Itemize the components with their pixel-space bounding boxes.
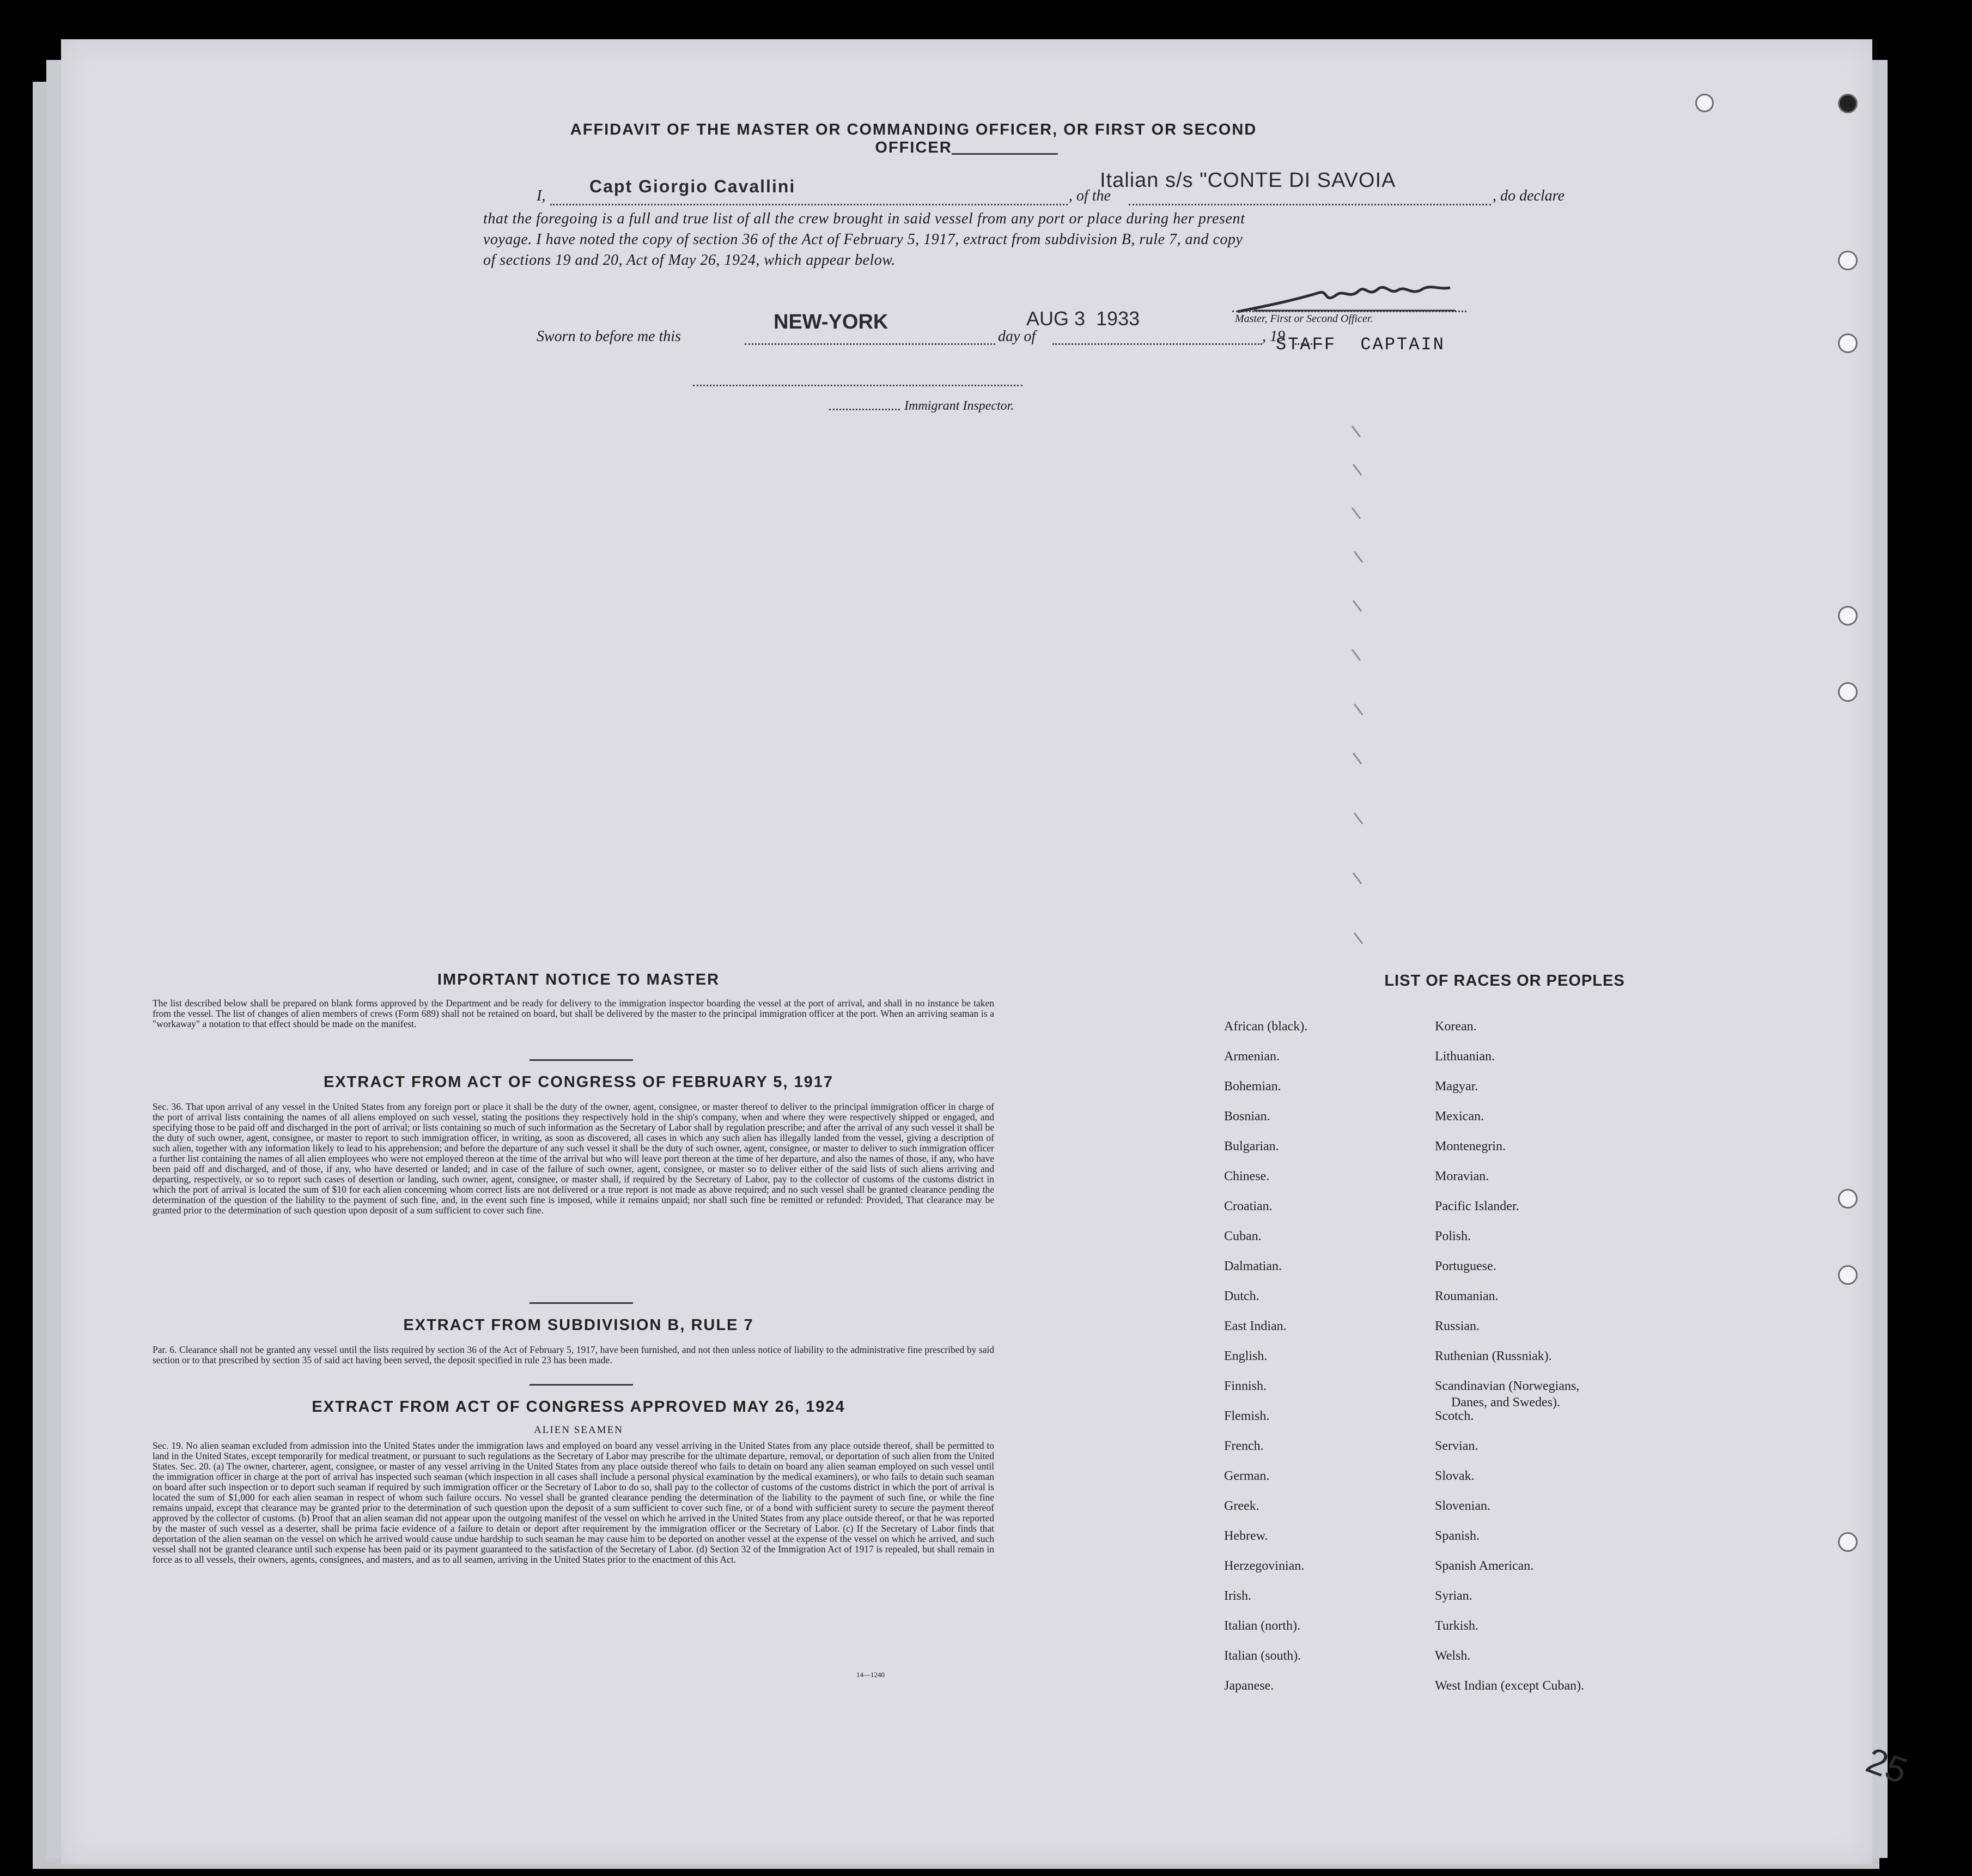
of-the-label: , of the [1069,187,1111,204]
title-divider [952,153,1058,155]
place-blank [745,343,995,345]
date-stamp: AUG 3 1933 [1026,307,1140,330]
sworn-label: Sworn to before me this [537,328,681,345]
race-item: Finnish. [1224,1379,1267,1393]
master-signature-line [1232,311,1466,312]
race-item: Italian (south). [1224,1649,1301,1663]
race-item: Slovenian. [1435,1499,1490,1513]
race-item: English. [1224,1349,1268,1363]
race-item: Polish. [1435,1229,1471,1243]
extract-1917-divider [529,1302,633,1304]
extract-1917-title: EXTRACT FROM ACT OF CONGRESS OF FEBRUARY 5, 1917 [323,1073,834,1091]
race-item: Montenegrin. [1435,1139,1506,1153]
vessel-name: Italian s/s "CONTE DI SAVOIA [1100,169,1396,192]
race-item: Dutch. [1224,1289,1259,1303]
affidavit-line-3: voyage. I have noted the copy of section 36 of the Act of February 5, 1917, extract from subdivision B, rule 7, and copy [483,231,1243,248]
race-item: Lithuanian. [1435,1049,1495,1064]
race-item: Mexican. [1435,1109,1484,1124]
race-item: Servian. [1435,1439,1478,1453]
place-stamp: NEW-YORK [774,311,888,333]
name-blank [550,204,1068,205]
notice-divider [529,1059,633,1061]
year-prefix: , 19 [1262,328,1285,345]
extract-1924-subtitle: ALIEN SEAMEN [534,1424,623,1436]
race-item: Irish. [1224,1589,1251,1603]
document-page [61,39,1913,1865]
race-item: West Indian (except Cuban). [1435,1679,1584,1693]
race-item: Spanish American. [1435,1559,1534,1573]
race-item: Scotch. [1435,1409,1474,1423]
vessel-blank [1129,204,1491,205]
race-item: Italian (north). [1224,1619,1300,1633]
race-item: Slovak. [1435,1469,1475,1483]
extract-1924-title: EXTRACT FROM ACT OF CONGRESS APPROVED MAY 26, 1924 [312,1398,845,1416]
race-item: Russian. [1435,1319,1480,1333]
page-number: 25 [1861,1739,1913,1792]
race-item: Bosnian. [1224,1109,1270,1124]
race-item: German. [1224,1469,1270,1483]
captain-name: Capt Giorgio Cavallini [589,177,796,196]
race-item: Korean. [1435,1019,1477,1034]
race-item: Bohemian. [1224,1079,1281,1094]
race-item: Bulgarian. [1224,1139,1279,1153]
race-item: Turkish. [1435,1619,1478,1633]
inspector-caption-line [829,409,900,410]
signer-title: STAFF CAPTAIN [1276,335,1445,355]
race-item: Portuguese. [1435,1259,1496,1273]
race-item: Croatian. [1224,1199,1273,1213]
inspector-caption: Immigrant Inspector. [904,399,1014,413]
race-item: Japanese. [1224,1679,1274,1693]
punch-hole [1838,94,1858,113]
races-title: LIST OF RACES OR PEOPLES [1384,972,1625,989]
race-item: Hebrew. [1224,1529,1268,1543]
race-item: Chinese. [1224,1169,1270,1183]
punch-hole [1838,251,1858,270]
race-item: Cuban. [1224,1229,1262,1243]
race-item: Scandinavian (Norwegians, Danes, and Swedes). [1435,1379,1580,1410]
punch-hole [1838,1189,1858,1209]
punch-hole [1838,1532,1858,1552]
race-item: Welsh. [1435,1649,1471,1663]
race-item: Herzegovinian. [1224,1559,1305,1573]
race-item: Greek. [1224,1499,1259,1513]
rule7-title: EXTRACT FROM SUBDIVISION B, RULE 7 [403,1316,754,1334]
extract-1924-body: Sec. 19. No alien seaman excluded from admission into the United States under the immigration laws and employed on board any vessel arriving in the United States from any place outside thereof, shall be permitted to land in the United States, except temporarily for medical treatment, or pursuant to such regulations as the Secretary of Labor may prescribe for the ultimate departure, removal, or deportation of such alien from the United States. Sec. 20. (a) The owner, charterer, agent, consignee, or master of any vessel arriving in the United States from any place outside thereof who fails to detain on board any alien seaman employed on such vessel until the immigration officer in charge at the port of arrival has inspected such seaman (which inspection in all cases shall include a personal physical examination by the medical examiners), or who fails to detain such seaman on board after such inspection or to deport such seaman if required by such immigration officer or the Secretary of Labor to do so, shall pay to the collector of customs of the customs district in which the port of arrival is located the sum of $1,000 for each alien seaman in respect of whom such failure occurs. No vessel shall be granted clearance pending the determination of the liability to the payment of such fine, or while the fine remains unpaid, except that clearance may be granted prior to the determination of such question upon the deposit of a sum sufficient to cover such fine, or of a bond with sufficient surety to secure the payment thereof approved by the collector of customs. (b) Proof that an alien seaman did not appear upon the outgoing manifest of the vessel on which he arrived in the United States from any place outside thereof, or that he was reported by the master of such vessel as a deserter, shall be prima facie evidence of a failure to detain or deport after requirement by the immigration officer or the Secretary of Labor. (c) If the Secretary of Labor finds that deportation of the alien seaman on the vessel on which he arrived would cause undue hardship to such seaman he may cause him to be deported on another vessel at the expense of the vessel on which he arrived, and such vessel shall not be granted clearance until such expense has been paid or its payment guaranteed to the satisfaction of the Secretary of Labor. (d) Section 32 of the Immigration Act of 1917 is repealed, but shall remain in force as to all vessels, their owners, agents, consignees, and masters, and as to all seamen, arriving in the United States prior to the enactment of this Act. [153,1440,994,1565]
race-item: Armenian. [1224,1049,1280,1064]
do-declare-label: , do declare [1493,187,1565,204]
race-item: Ruthenian (Russniak). [1435,1349,1552,1363]
punch-hole [1838,606,1858,626]
date-blank [1052,343,1262,345]
race-item: French. [1224,1439,1264,1453]
affidavit-line-2: that the foregoing is a full and true list of all the crew brought in said vessel from any port or place during her present [483,210,1245,227]
notice-body: The list described below shall be prepared on blank forms approved by the Department and be ready for delivery to the immigration inspector boarding the vessel at the port of arrival, and shall in no instance be taken from the vessel. The list of changes of alien members of crews (Form 689) shall not be retained on board, but shall be delivered by the master to the principal immigration officer at the port. When an arriving seaman is a "workaway" a notation to that effect should be made on the manifest. [153,998,994,1029]
i-label: I, [537,187,546,204]
notice-title: IMPORTANT NOTICE TO MASTER [437,971,720,988]
race-item: Syrian. [1435,1589,1472,1603]
punch-hole [1695,94,1714,112]
punch-hole [1838,682,1858,702]
race-item: African (black). [1224,1019,1308,1034]
race-item: Spanish. [1435,1529,1480,1543]
inspector-signature-line [693,385,1022,386]
rule7-body: Par. 6. Clearance shall not be granted any vessel until the lists required by section 36 of the Act of February 5, 1917, have been furnished, and not then unless notice of liability to the administrative fine prescribed by said section or to that prescribed by section 35 of said act having been served, the deposit specified in rule 23 has been made. [153,1344,994,1365]
race-item: East Indian. [1224,1319,1287,1333]
races-right-column [1435,1018,1584,1708]
form-number: 14—1240 [856,1671,885,1679]
races-left-column [1224,1018,1307,1708]
race-item: Moravian. [1435,1169,1489,1183]
faint-tick-marks [1341,421,1407,1020]
race-item: Flemish. [1224,1409,1270,1423]
punch-hole [1838,333,1858,353]
punch-hole [1838,1265,1858,1285]
affidavit-title: AFFIDAVIT OF THE MASTER OR COMMANDING OFFICER, OR FIRST OR SECOND OFFICER [570,121,1257,156]
rule7-divider [529,1384,633,1386]
race-item: Dalmatian. [1224,1259,1282,1273]
master-caption: Master, First or Second Officer. [1235,313,1373,325]
extract-1917-body: Sec. 36. That upon arrival of any vessel in the United States from any foreign port or place it shall be the duty of the owner, agent, consignee, or master thereof to deliver to the principal immigration officer in charge of the port of arrival lists containing the names of all aliens employed on such vessel, stating the positions they respectively hold in the ship's company, when and where they were respectively shipped or engaged, and specifying those to be paid off and discharged in the port of arrival; or lists containing so much of such information as the Secretary of Labor shall by regulation prescribe; and after the arrival of any such vessel it shall be the duty of such owner, agent, consignee, or master to report to such immigration officer, in writing, as soon as discovered, all cases in which any such alien has illegally landed from the vessel, giving a description of such alien, together with any information likely to lead to his apprehension; and before the departure of any such vessel it shall be the duty of such owner, agent, consignee, or master to deliver to such immigration officer a further list containing the names of all alien employees who were not employed thereon at the time of the arrival but who will leave port thereon at the time of her departure, and also the names of those, if any, who have been paid off and discharged, and of those, if any, who have deserted or landed; and in case of the failure of such owner, agent, consignee, or master so to deliver either of the said lists of such aliens arriving and departing, respectively, or so to report such cases of desertion or landing, such owner, agent, consignee, or master shall, if required by the Secretary of Labor, pay to the collector of customs of the customs district in which the port of arrival is located the sum of $10 for each alien concerning whom correct lists are not delivered or a true report is not made as above required; and no such vessel shall be granted clearance pending the determination of the question of the liability to the payment of such fine, and, in the event such fine is imposed, while it remains unpaid; nor shall such fine be remitted or refunded: Provided, That clearance may be granted prior to the determination of such question upon deposit of a sum sufficient to cover such fine. [153,1101,994,1216]
race-item: Magyar. [1435,1079,1478,1094]
race-item: Pacific Islander. [1435,1199,1519,1213]
day-of-label: day of [998,328,1036,345]
affidavit-line-4: of sections 19 and 20, Act of May 26, 1924, which appear below. [483,252,896,269]
race-item: Roumanian. [1435,1289,1499,1303]
